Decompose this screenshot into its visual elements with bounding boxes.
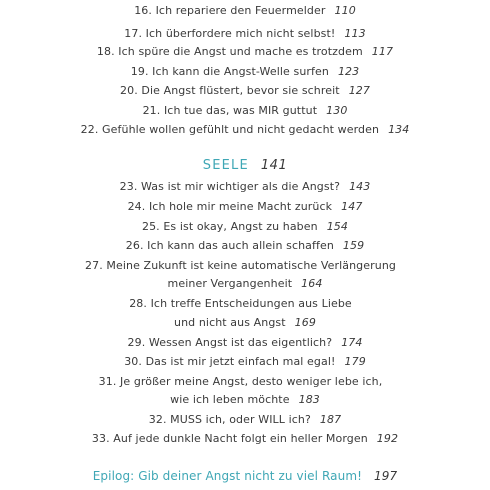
toc-entry xyxy=(0,220,490,234)
toc-entry xyxy=(0,27,490,41)
toc-entry-page: 143 xyxy=(349,180,371,193)
toc-entry-page: 179 xyxy=(344,355,366,368)
section-page: 141 xyxy=(260,158,288,173)
toc-entry xyxy=(0,200,490,214)
toc-entry-title: 31. Je größer meine Angst, desto weniger lebe ich, xyxy=(98,375,383,388)
toc-entry-page: 164 xyxy=(301,277,323,290)
toc-entry xyxy=(0,45,490,59)
toc-entry-title: 22. Gefühle wollen gefühlt und nicht gedacht werden xyxy=(80,123,380,136)
toc-entry-title: 30. Das ist mir jetzt einfach mal egal! xyxy=(124,355,336,368)
section-heading xyxy=(0,159,490,173)
toc-entry-title: 26. Ich kann das auch allein schaffen xyxy=(125,239,334,252)
toc-entry xyxy=(0,375,490,389)
section-title: SEELE xyxy=(202,158,249,173)
toc-entry-title: wie ich leben möchte xyxy=(170,393,290,406)
toc-entry xyxy=(0,84,490,98)
toc-entry-page: 117 xyxy=(371,45,394,58)
toc-entry-title: 17. Ich überfordere mich nicht selbst! xyxy=(124,27,336,40)
toc-entry-title: 20. Die Angst flüstert, bevor sie schreit xyxy=(120,84,340,97)
toc-entry xyxy=(0,355,490,369)
epilog-title: Epilog: Gib deiner Angst nicht zu viel Raum! xyxy=(92,469,363,483)
toc-entry-title: 25. Es ist okay, Angst zu haben xyxy=(141,220,318,233)
toc-entry-page: 154 xyxy=(326,220,348,233)
toc-entry-page: 174 xyxy=(341,336,363,349)
toc-entry-page: 169 xyxy=(294,316,316,329)
toc-entry xyxy=(0,65,490,79)
toc-entry-title: 27. Meine Zukunft ist keine automatische Verlängerung xyxy=(85,259,396,272)
toc-entry-continuation xyxy=(0,316,490,330)
toc-entry-page: 123 xyxy=(337,65,360,78)
toc-entry-page: 187 xyxy=(319,413,342,426)
toc-entry-title: meiner Vergangenheit xyxy=(167,277,293,290)
toc-entry-title: 21. Ich tue das, was MIR guttut xyxy=(142,104,318,117)
toc-entry-page: 127 xyxy=(348,84,370,97)
toc-entry-page: 147 xyxy=(341,200,363,213)
toc-entry xyxy=(0,259,490,273)
toc-entry xyxy=(0,413,490,427)
toc-entry xyxy=(0,180,490,194)
toc-entry-title: 19. Ich kann die Angst-Welle surfen xyxy=(130,65,329,78)
toc-entry-title: 16. Ich repariere den Feuermelder xyxy=(134,4,326,17)
toc-entry-page: 134 xyxy=(388,123,410,136)
toc-entry xyxy=(0,4,490,18)
toc-entry-page: 130 xyxy=(326,104,348,117)
toc-entry-continuation xyxy=(0,277,490,291)
toc-entry-title: 33. Auf jede dunkle Nacht folgt ein heller Morgen xyxy=(91,432,368,445)
toc-entry xyxy=(0,104,490,118)
toc-entry-page: 183 xyxy=(298,393,320,406)
toc-entry-title: 32. MUSS ich, oder WILL ich? xyxy=(148,413,311,426)
toc-entry xyxy=(0,336,490,350)
toc-entry xyxy=(0,239,490,253)
toc-entry-page: 113 xyxy=(344,27,366,40)
toc-entry xyxy=(0,123,490,137)
toc-entry-title: 24. Ich hole mir meine Macht zurück xyxy=(127,200,333,213)
toc-entry-title: 29. Wessen Angst ist das eigentlich? xyxy=(127,336,333,349)
toc-entry-page: 159 xyxy=(342,239,365,252)
toc-entry-title: 28. Ich treffe Entscheidungen aus Liebe xyxy=(129,297,352,310)
toc-entry xyxy=(0,297,490,311)
epilog-page: 197 xyxy=(374,469,398,483)
toc-entry-title: und nicht aus Angst xyxy=(174,316,286,329)
toc-entry-title: 23. Was ist mir wichtiger als die Angst? xyxy=(119,180,341,193)
toc-entry-page: 192 xyxy=(376,432,399,445)
toc-entry xyxy=(0,432,490,446)
epilog-entry xyxy=(0,469,490,483)
toc-entry-continuation xyxy=(0,393,490,407)
toc-entry-title: 18. Ich spüre die Angst und mache es trotzdem xyxy=(96,45,363,58)
toc-entry-page: 110 xyxy=(334,4,356,17)
